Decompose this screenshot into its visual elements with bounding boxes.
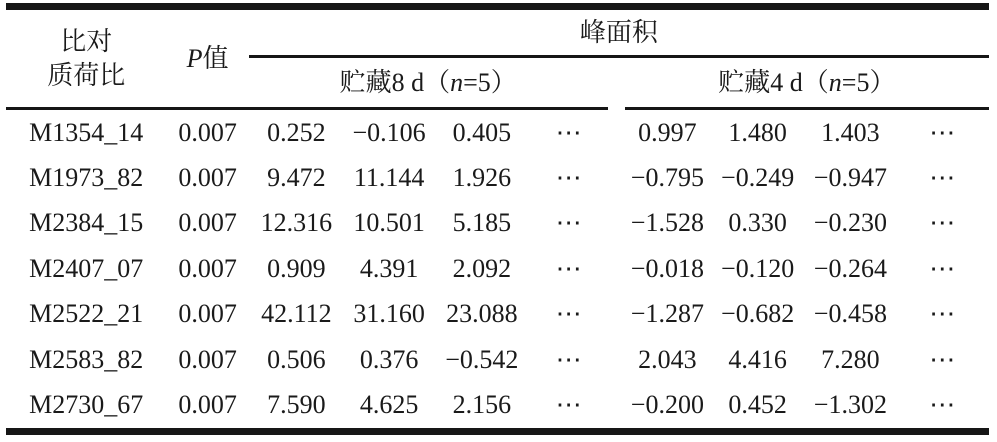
peak-area-value: 2.156 [452, 390, 512, 420]
peak-area-value: −1.528 [630, 208, 704, 238]
peak-area-value: −0.682 [721, 299, 795, 329]
mz-id: M2407_07 [29, 253, 144, 283]
p-value-cell: 0.007 [178, 253, 237, 283]
header-gap [608, 57, 625, 109]
ellipsis: ⋯ [929, 299, 956, 329]
column-gap [608, 109, 625, 156]
ellipsis: ⋯ [555, 390, 582, 420]
peak-area-value: 0.330 [728, 208, 787, 238]
ellipsis: ⋯ [929, 390, 956, 420]
table-header [6, 7, 989, 109]
mz-id: M2583_82 [29, 344, 144, 374]
peak-area-value: 4.416 [728, 344, 787, 374]
p-value-cell: 0.007 [178, 299, 237, 329]
n-symbol: n [450, 67, 464, 97]
peak-area-value: 1.926 [452, 163, 512, 193]
peak-area-value: −0.264 [813, 253, 887, 283]
peak-area-value: 0.452 [728, 390, 787, 420]
ellipsis: ⋯ [555, 117, 582, 147]
peak-area-value: 2.043 [638, 344, 697, 374]
ellipsis: ⋯ [929, 117, 956, 147]
column-gap [608, 337, 625, 382]
peak-area-value: −0.200 [630, 390, 704, 420]
header-peak-area: 峰面积 [249, 7, 989, 57]
storage-8d-suffix: =5） [463, 67, 517, 97]
ellipsis: ⋯ [555, 253, 582, 283]
peak-area-value: 23.088 [446, 299, 518, 329]
peak-area-value: −0.795 [630, 163, 704, 193]
table-row [6, 246, 989, 291]
ellipsis: ⋯ [555, 163, 582, 193]
table-row [6, 382, 989, 431]
peak-area-value: 7.280 [821, 344, 880, 374]
peak-area-value: 11.144 [353, 163, 425, 193]
p-value-cell: 0.007 [178, 208, 237, 238]
mz-id: M1354_14 [29, 117, 144, 147]
column-gap [608, 292, 625, 337]
peak-area-value: 12.316 [260, 208, 333, 238]
peak-area-value: −0.542 [445, 344, 519, 374]
header-p-value [166, 7, 248, 109]
table-row [6, 201, 989, 246]
peak-area-value: 1.403 [821, 117, 880, 147]
table-row [6, 155, 989, 200]
header-storage-4d [625, 57, 989, 109]
peak-area-value: −0.230 [813, 208, 887, 238]
peak-area-value: 7.590 [267, 390, 326, 420]
header-storage-8d [249, 57, 608, 109]
ellipsis: ⋯ [555, 208, 582, 238]
storage-8d-label: 贮藏8 d（ [339, 67, 451, 97]
peak-area-value: 4.391 [359, 253, 419, 283]
column-gap [608, 382, 625, 431]
peak-area-value: 2.092 [452, 253, 512, 283]
storage-4d-suffix: =5） [841, 67, 896, 97]
peak-area-value: 10.501 [353, 208, 425, 238]
peak-area-value: 9.472 [267, 163, 326, 193]
mz-id: M2522_21 [29, 299, 144, 329]
ellipsis: ⋯ [929, 253, 956, 283]
peak-area-value: −0.120 [721, 253, 795, 283]
ellipsis: ⋯ [555, 299, 582, 329]
p-value-cell: 0.007 [178, 344, 237, 374]
header-mz-line1: 比对 [60, 26, 113, 56]
peak-area-value: −1.287 [630, 299, 704, 329]
p-value-cell: 0.007 [178, 163, 237, 193]
peak-area-value: −1.302 [813, 390, 887, 420]
peak-area-value: 0.506 [267, 344, 326, 374]
column-gap [608, 201, 625, 246]
table-row [6, 337, 989, 382]
n-symbol: n [828, 67, 842, 97]
peak-area-value: 0.252 [267, 117, 326, 147]
peak-area-value: 0.376 [359, 344, 419, 374]
ellipsis: ⋯ [929, 344, 956, 374]
table-row [6, 109, 989, 156]
peak-area-value: 5.185 [452, 208, 512, 238]
peak-area-value: −0.458 [813, 299, 887, 329]
p-value-cell: 0.007 [178, 117, 237, 147]
peak-area-value: 0.405 [452, 117, 512, 147]
table-row [6, 292, 989, 337]
p-value-cell: 0.007 [178, 390, 237, 420]
peak-area-value: 0.909 [267, 253, 326, 283]
header-row-1 [6, 7, 989, 57]
peak-area-table [6, 3, 989, 435]
p-label: 值 [202, 43, 229, 73]
storage-4d-label: 贮藏4 d（ [718, 67, 829, 97]
peak-area-value: −0.947 [813, 163, 887, 193]
mz-id: M2384_15 [29, 208, 144, 238]
header-mz-line2: 质荷比 [47, 60, 126, 90]
mz-id: M2730_67 [29, 390, 144, 420]
peak-area-value: 42.112 [261, 299, 332, 329]
column-gap [608, 155, 625, 200]
ellipsis: ⋯ [555, 344, 582, 374]
peak-area-value: 31.160 [353, 299, 425, 329]
peak-area-value: 1.480 [728, 117, 787, 147]
header-mz-ratio [6, 7, 166, 109]
table-body [6, 109, 989, 432]
peak-area-value: 0.997 [638, 117, 697, 147]
peak-area-value: −0.018 [630, 253, 704, 283]
peak-area-value: −0.106 [352, 117, 426, 147]
peak-area-value: −0.249 [721, 163, 795, 193]
column-gap [608, 246, 625, 291]
ellipsis: ⋯ [929, 208, 956, 238]
ellipsis: ⋯ [929, 163, 956, 193]
p-symbol: P [186, 43, 203, 73]
peak-area-value: 4.625 [359, 390, 419, 420]
mz-id: M1973_82 [29, 163, 144, 193]
